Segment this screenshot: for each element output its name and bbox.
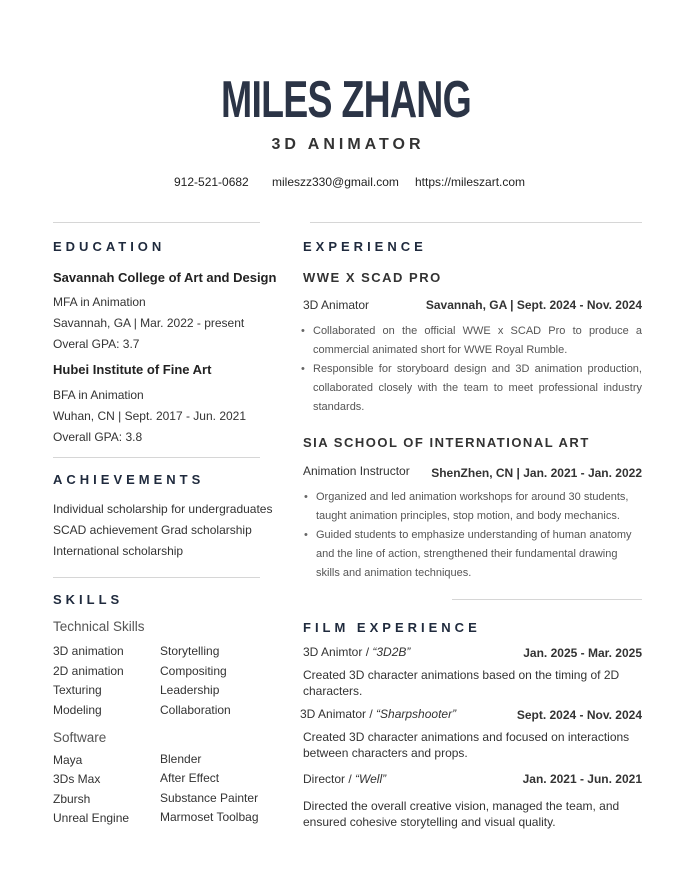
divider bbox=[53, 577, 260, 578]
gpa: Overall GPA: 3.8 bbox=[53, 430, 143, 444]
resume-role: 3D ANIMATOR bbox=[271, 136, 425, 153]
film-description: Created 3D character animations and focused on interactions between characters and props. bbox=[303, 730, 630, 760]
job-bullets bbox=[304, 488, 642, 583]
job-bullet: • Responsible for storyboard design and 3D animation production, collaborated closely with the team to meet professional industry standards. bbox=[301, 360, 642, 417]
film-date: Sept. 2024 - Nov. 2024 bbox=[516, 708, 642, 722]
school-location-date: Wuhan, CN | Sept. 2017 - Jun. 2021 bbox=[53, 409, 247, 423]
job-bullets bbox=[301, 322, 642, 417]
film-description: Directed the overall creative vision, managed the team, and ensured cohesive storytelling and visual quality. bbox=[303, 799, 620, 829]
film-project-title: “Sharpshooter” bbox=[376, 707, 457, 721]
job-bullet: • Guided students to emphasize understanding of human anatomy and the line of action, strengthened their fundamental drawing skills and animation techniques. bbox=[304, 526, 642, 583]
job-position: Animation Instructor bbox=[303, 464, 410, 478]
skill-item: Storytelling bbox=[160, 644, 220, 658]
divider bbox=[53, 222, 260, 223]
school-location-date: Savannah, GA | Mar. 2022 - present bbox=[53, 316, 245, 330]
job-organization: WWE X SCAD PRO bbox=[303, 270, 442, 285]
film-description: Created 3D character animations based on the timing of 2D characters. bbox=[303, 668, 620, 698]
job-organization: SIA SCHOOL OF INTERNATIONAL ART bbox=[303, 435, 590, 450]
film-role bbox=[303, 645, 410, 659]
divider bbox=[53, 457, 260, 458]
film-role-label: 3D Animator / bbox=[300, 707, 377, 721]
achievement-item: International scholarship bbox=[53, 544, 184, 558]
software-item: 3Ds Max bbox=[53, 772, 101, 786]
resume-name: MILES ZHANG bbox=[221, 71, 471, 129]
email-address[interactable]: mileszz330@gmail.com bbox=[272, 175, 399, 189]
degree: BFA in Animation bbox=[53, 388, 144, 402]
software-item: After Effect bbox=[160, 771, 220, 785]
skill-item: Leadership bbox=[160, 683, 220, 697]
film-project-title: “Well” bbox=[355, 772, 387, 786]
software-title: Software bbox=[53, 730, 107, 745]
school-name: Savannah College of Art and Design bbox=[53, 270, 277, 285]
skill-item: Compositing bbox=[160, 664, 227, 678]
film-experience-heading: FILM EXPERIENCE bbox=[303, 620, 481, 635]
job-bullet: • Collaborated on the official WWE x SCAD Pro to produce a commercial animated short for WWE Royal Rumble. bbox=[301, 322, 642, 360]
film-project-title: “3D2B” bbox=[372, 645, 411, 659]
website-link[interactable]: https://mileszart.com bbox=[415, 175, 526, 189]
software-item: Substance Painter bbox=[160, 791, 259, 805]
software-item: Marmoset Toolbag bbox=[160, 810, 259, 824]
achievement-item: SCAD achievement Grad scholarship bbox=[53, 523, 252, 537]
gpa: Overal GPA: 3.7 bbox=[53, 337, 140, 351]
experience-heading: EXPERIENCE bbox=[303, 239, 427, 254]
degree: MFA in Animation bbox=[53, 295, 146, 309]
school-name: Hubei Institute of Fine Art bbox=[53, 362, 212, 377]
film-date: Jan. 2025 - Mar. 2025 bbox=[523, 646, 642, 660]
skill-item: Collaboration bbox=[160, 703, 231, 717]
achievements-heading: ACHIEVEMENTS bbox=[53, 472, 205, 487]
film-role bbox=[303, 772, 386, 786]
job-location-date: Savannah, GA | Sept. 2024 - Nov. 2024 bbox=[425, 298, 642, 312]
education-heading: EDUCATION bbox=[53, 239, 166, 254]
technical-skills-title: Technical Skills bbox=[53, 619, 145, 634]
film-role-label: Director / bbox=[303, 772, 356, 786]
software-item: Unreal Engine bbox=[53, 811, 130, 825]
phone-number: 912-521-0682 bbox=[174, 175, 249, 189]
job-position: 3D Animator bbox=[303, 298, 370, 312]
job-location-date: ShenZhen, CN | Jan. 2021 - Jan. 2022 bbox=[431, 466, 642, 480]
skill-item: 3D animation bbox=[53, 644, 124, 658]
divider bbox=[310, 222, 642, 223]
film-date: Jan. 2021 - Jun. 2021 bbox=[522, 772, 642, 786]
software-item: Maya bbox=[53, 753, 83, 767]
skills-heading: SKILLS bbox=[53, 592, 124, 607]
film-role-label: 3D Animtor / bbox=[303, 645, 373, 659]
skill-item: Modeling bbox=[53, 703, 102, 717]
film-role bbox=[300, 707, 456, 721]
divider bbox=[452, 599, 642, 600]
skill-item: 2D animation bbox=[53, 664, 124, 678]
job-bullet: • Organized and led animation workshops for around 30 students, taught animation principles, stop motion, and body mechanics. bbox=[304, 488, 642, 526]
software-item: Blender bbox=[160, 752, 202, 766]
software-item: Zbursh bbox=[53, 792, 91, 806]
skill-item: Texturing bbox=[53, 683, 102, 697]
achievement-item: Individual scholarship for undergraduates bbox=[53, 502, 273, 516]
